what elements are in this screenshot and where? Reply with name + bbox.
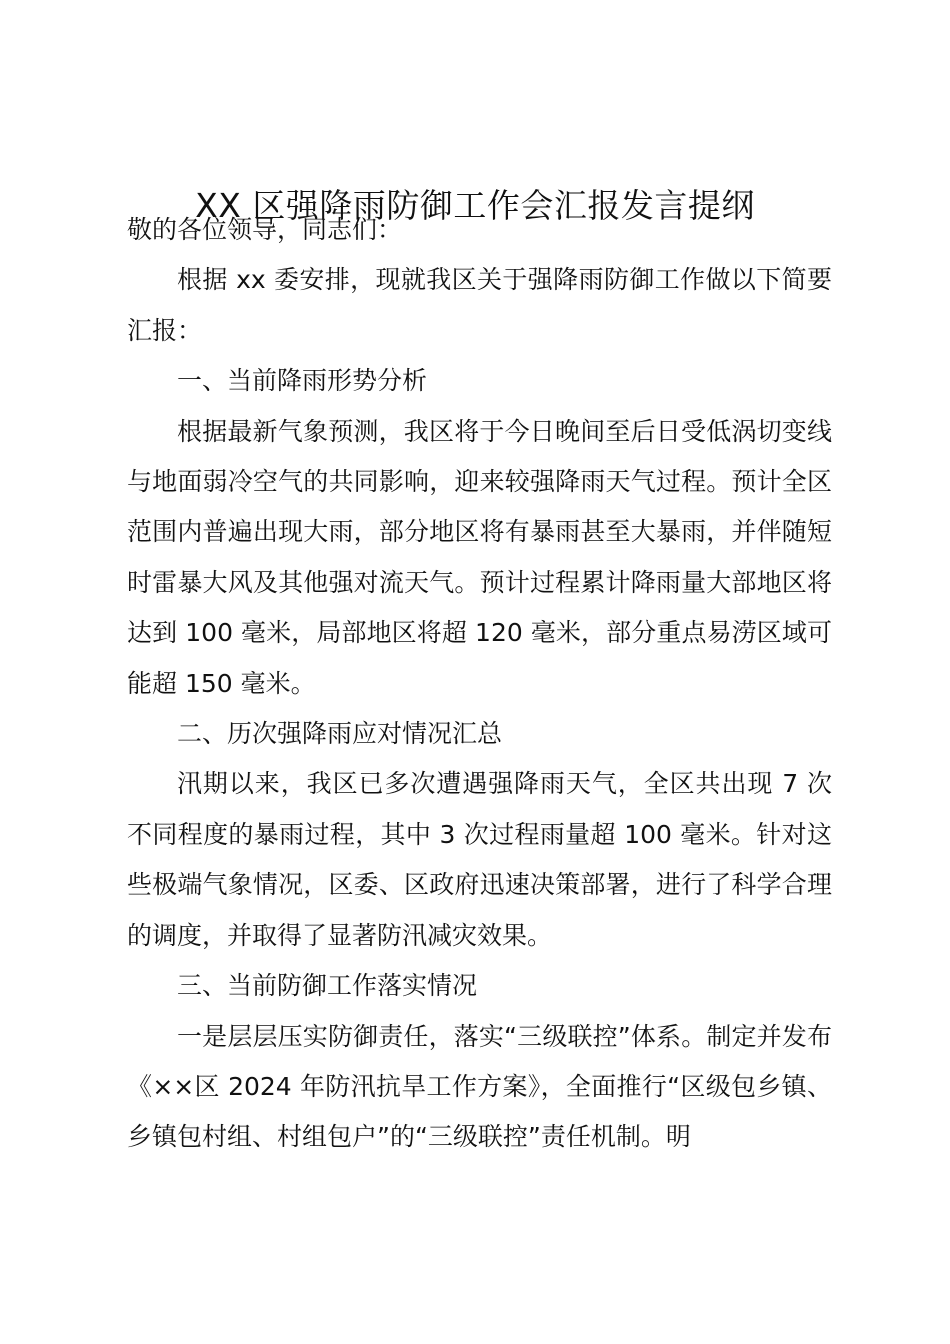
section-paragraph-1: 根据最新气象预测，我区将于今日晚间至后日受低涡切变线与地面弱冷空气的共同影响，迎来较强降雨天气过程。预计全区范围内普遍出现大雨，部分地区将有暴雨甚至大暴雨，并伴随短时雷暴大风及其他强对流天气。预计过程累计降雨量大部地区将达到 100 毫米，局部地区将超 120 毫米，部分重点易涝区域可能超 150 毫米。 [127,416,832,698]
section-heading-3: 三、当前防御工作落实情况 [177,971,478,1001]
salutation: 敬的各位领导，同志们： [127,215,403,244]
document-body [127,205,832,1163]
section-paragraph-3: 一是层层压实防御责任，落实“三级联控”体系。制定并发布《××区 2024 年防汛抗旱工作方案》，全面推行“区级包乡镇、乡镇包村组、村组包户”的“三级联控”责任机制。明 [127,1021,832,1152]
intro-paragraph: 根据 xx 委安排，现就我区关于强降雨防御工作做以下简要汇报： [127,265,832,345]
document-title: XX 区强降雨防御工作会汇报发言提纲 [195,186,755,225]
section-paragraph-2: 汛期以来，我区已多次遭遇强降雨天气，全区共出现 7 次不同程度的暴雨过程，其中 3 次过程雨量超 100 毫米。针对这些极端气象情况，区委、区政府迅速决策部署，进行了科学合理的调度，并取得了显著防汛减灾效果。 [127,769,832,950]
section-heading-1: 一、当前降雨形势分析 [177,366,428,396]
section-heading-2: 二、历次强降雨应对情况汇总 [177,719,503,749]
